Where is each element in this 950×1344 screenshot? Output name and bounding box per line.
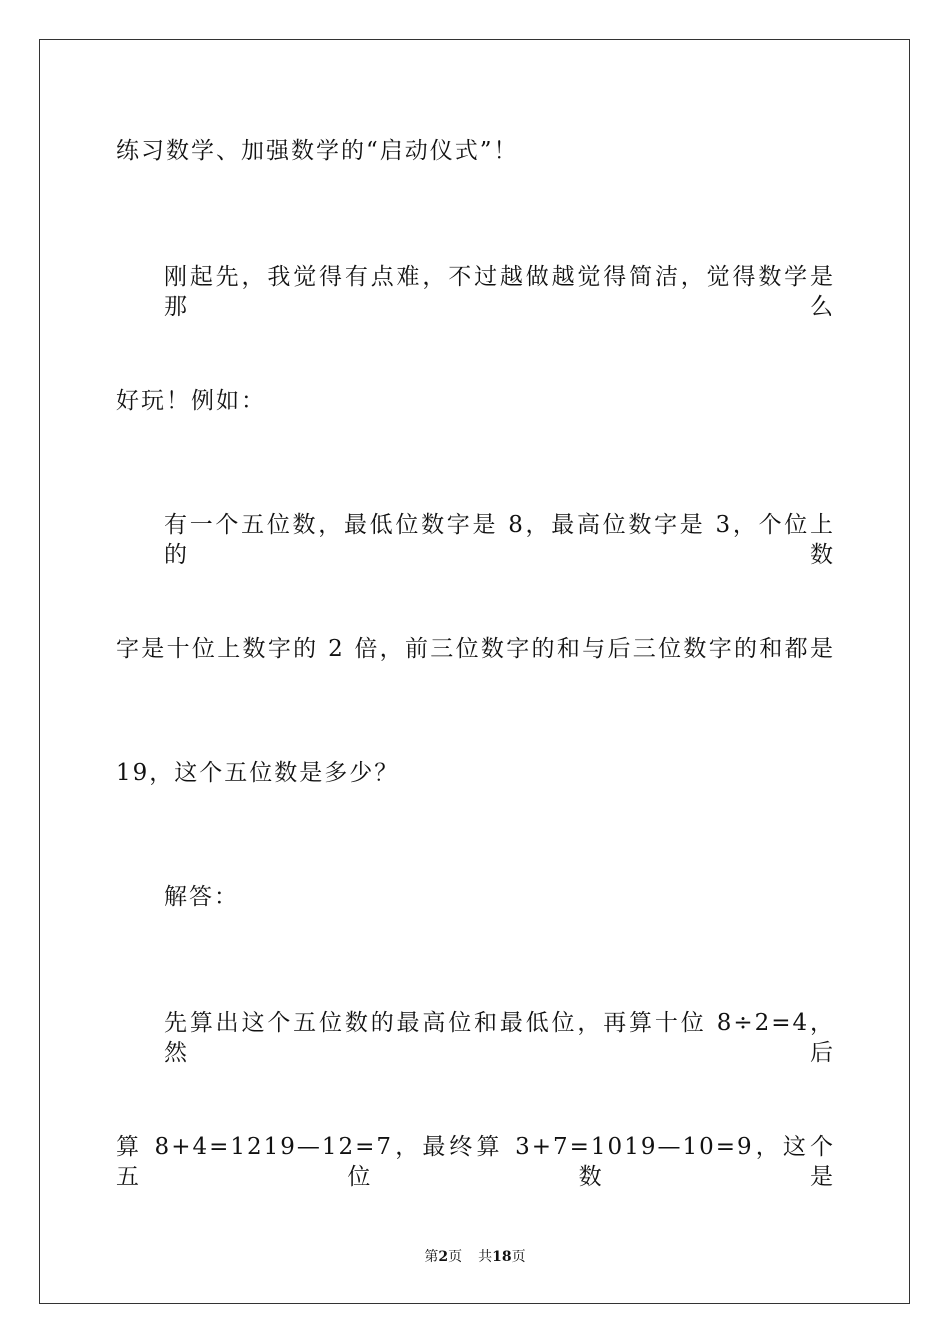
paragraph-line-5: 字是十位上数字的 2 倍，前三位数字的和与后三位数字的和都是 <box>116 636 835 662</box>
total-prefix: 共 <box>478 1249 493 1265</box>
paragraph-line-3: 好玩！例如： <box>116 388 266 414</box>
page-prefix: 第 <box>424 1249 439 1265</box>
paragraph-line-8: 先算出这个五位数的最高位和最低位，再算十位 8÷2=4，然后 <box>164 1010 835 1066</box>
paragraph-line-2: 刚起先，我觉得有点难，不过越做越觉得简洁，觉得数学是那么 <box>164 264 835 320</box>
paragraph-line-4: 有一个五位数，最低位数字是 8，最高位数字是 3，个位上的数 <box>164 512 835 568</box>
paragraph-line-6: 19，这个五位数是多少？ <box>116 760 400 786</box>
page-frame <box>39 39 910 1304</box>
total-suffix: 页 <box>511 1249 526 1265</box>
paragraph-line-7: 解答： <box>164 884 239 910</box>
paragraph-line-9: 算 8+4=1219—12=7，最终算 3+7=1019—10=9，这个五位数是 <box>116 1134 835 1190</box>
page-current: 2 <box>438 1249 449 1265</box>
page-footer <box>0 1248 950 1266</box>
page-suffix: 页 <box>448 1249 463 1265</box>
paragraph-line-1: 练习数学、加强数学的“启动仪式”！ <box>116 138 519 164</box>
page-total: 18 <box>492 1249 512 1265</box>
